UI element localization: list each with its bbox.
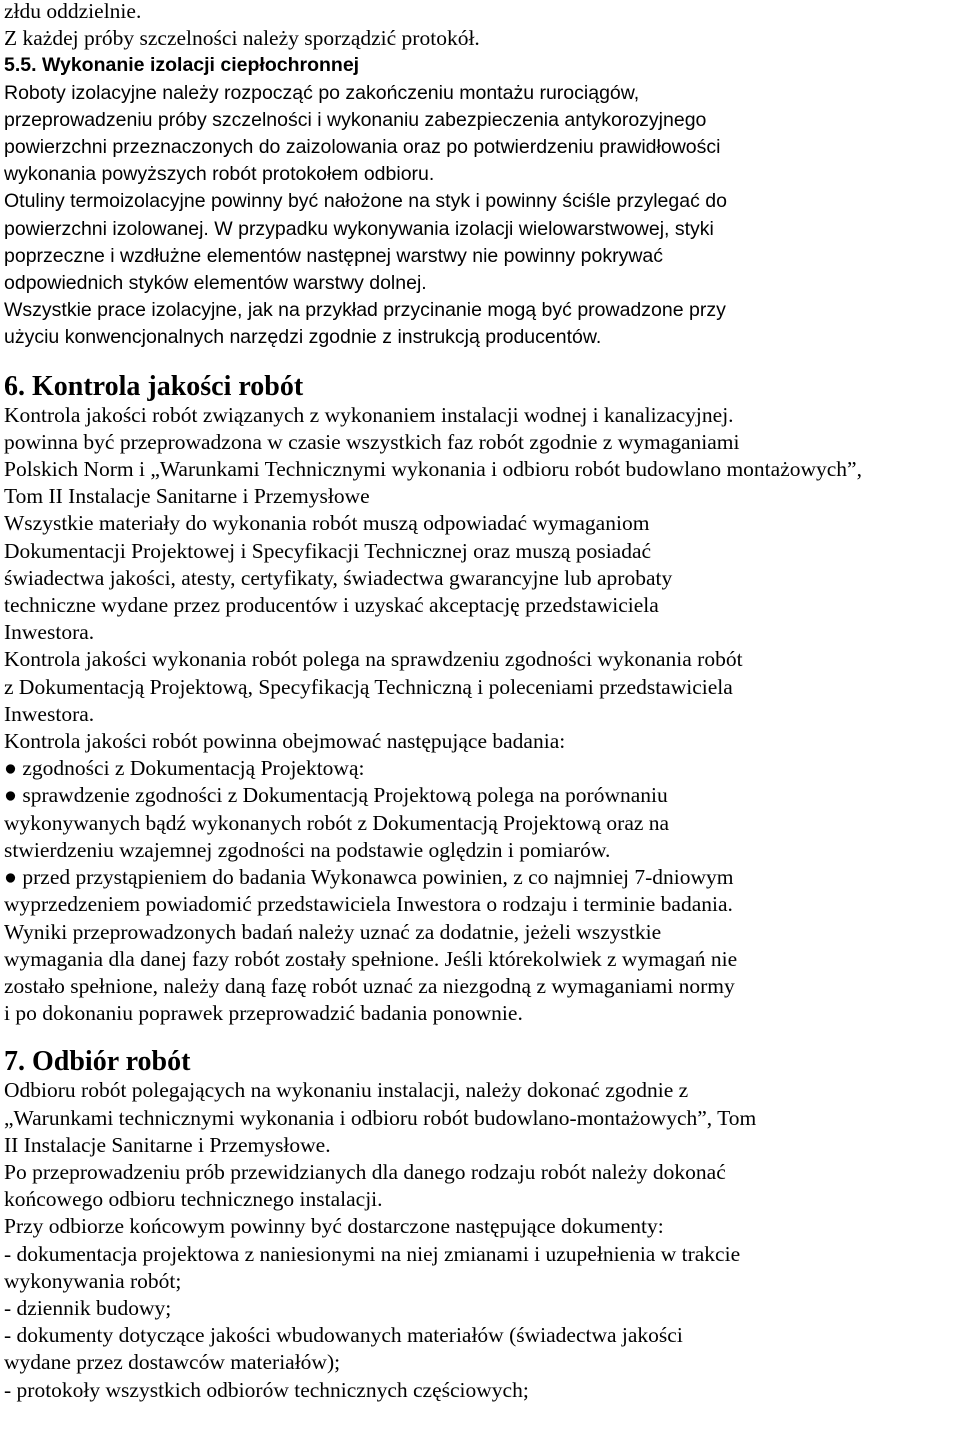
bullet-item: ● zgodności z Dokumentacją Projektową: (4, 756, 365, 781)
list-item: - protokoły wszystkich odbiorów technicznych częściowych; (4, 1377, 529, 1402)
text-line: wymagania dla danej fazy robót zostały spełnione. Jeśli którekolwiek z wymagań nie (4, 946, 738, 971)
text-line: Inwestora. (4, 701, 95, 726)
text-line: wykonywanych bądź wykonanych robót z Dokumentacją Projektową oraz na (4, 810, 670, 835)
text-line: wyprzedzeniem powiadomić przedstawiciela Inwestora o rodzaju i terminie badania. (4, 892, 733, 917)
bullet-item: ● przed przystąpieniem do badania Wykonawca powinien, z co najmniej 7-dniowym (4, 865, 734, 890)
section-7 (4, 1047, 954, 1403)
text-line: II Instalacje Sanitarne i Przemysłowe. (4, 1132, 331, 1157)
text-line: przeprowadzeniu próby szczelności i wykonaniu zabezpieczenia antykorozyjnego (4, 108, 707, 131)
section-6 (4, 372, 954, 1028)
text-line: wydane przez dostawców materiałów); (4, 1350, 341, 1375)
list-item: - dokumentacja projektowa z naniesionymi na niej zmianami i uzupełnienia w trakcie (4, 1241, 741, 1266)
text-line: Kontrola jakości robót związanych z wykonaniem instalacji wodnej i kanalizacyjnej. (4, 402, 734, 427)
text-line: i po dokonaniu poprawek przeprowadzić badania ponownie. (4, 1001, 523, 1026)
text-line: zostało spełnione, należy daną fazę robót uznać za niezgodną z wymaganiami normy (4, 973, 735, 998)
text-line: poprzeczne i wzdłużne elementów następnej warstwy nie powinny pokrywać (4, 244, 664, 267)
text-line: „Warunkami technicznymi wykonania i odbioru robót budowlano-montażowych”, Tom (4, 1105, 757, 1130)
text-line: Odbioru robót polegających na wykonaniu instalacji, należy dokonać zgodnie z (4, 1078, 689, 1103)
list-item: - dziennik budowy; (4, 1295, 172, 1320)
text-line: odpowiednich styków elementów warstwy dolnej. (4, 272, 427, 295)
document-page (4, 0, 954, 1404)
text-line: Polskich Norm i „Warunkami Technicznymi wykonania i odbioru robót budowlano montażowych”, (4, 457, 862, 482)
text-line: z Dokumentacją Projektową, Specyfikacją Techniczną i poleceniami przedstawiciela (4, 674, 733, 699)
text-line: powinna być przeprowadzona w czasie wszystkich faz robót zgodnie z wymaganiami (4, 429, 740, 454)
text-line: wykonywania robót; (4, 1268, 182, 1293)
text-line: Wszystkie prace izolacyjne, jak na przykład przycinanie mogą być prowadzone przy (4, 299, 726, 322)
list-item: - dokumenty dotyczące jakości wbudowanych materiałów (świadectwa jakości (4, 1323, 683, 1348)
text-line: Dokumentacji Projektowej i Specyfikacji Technicznej oraz muszą posiadać (4, 538, 652, 563)
text-line: Wyniki przeprowadzonych badań należy uznać za dodatnie, jeżeli wszystkie (4, 919, 662, 944)
text-line: końcowego odbioru technicznego instalacji. (4, 1187, 383, 1212)
text-line: Kontrola jakości robót powinna obejmować następujące badania: (4, 729, 566, 754)
section-heading: 7. Odbiór robót (4, 1046, 191, 1078)
text-line: użyciu konwencjonalnych narzędzi zgodnie z instrukcją producentów. (4, 326, 602, 349)
text-line: powierzchni izolowanej. W przypadku wykonywania izolacji wielowarstwowej, styki (4, 217, 714, 240)
text-line: świadectwa jakości, atesty, certyfikaty, świadectwa gwarancyjne lub aprobaty (4, 565, 673, 590)
text-line: Z każdej próby szczelności należy sporządzić protokół. (4, 26, 480, 51)
text-line: Inwestora. (4, 620, 95, 645)
text-line: Kontrola jakości wykonania robót polega na sprawdzeniu zgodności wykonania robót (4, 647, 743, 672)
bullet-item: ● sprawdzenie zgodności z Dokumentacją Projektową polega na porównaniu (4, 783, 668, 808)
section-heading: 6. Kontrola jakości robót (4, 370, 304, 402)
section-5-tail (4, 0, 954, 352)
text-line: Wszystkie materiały do wykonania robót muszą odpowiadać wymaganiom (4, 511, 650, 536)
text-line: techniczne wydane przez producentów i uzyskać akceptację przedstawiciela (4, 593, 659, 618)
subsection-heading: 5.5. Wykonanie izolacji ciepłochronnej (4, 54, 360, 77)
text-line: Tom II Instalacje Sanitarne i Przemysłowe (4, 484, 370, 509)
text-line: wykonania powyższych robót protokołem odbioru. (4, 163, 435, 186)
text-line: powierzchni przeznaczonych do zaizolowania oraz po potwierdzeniu prawidłowości (4, 136, 721, 159)
text-line: stwierdzeniu wzajemnej zgodności na podstawie oględzin i pomiarów. (4, 837, 611, 862)
text-line: Po przeprowadzeniu prób przewidzianych dla danego rodzaju robót należy dokonać (4, 1159, 726, 1184)
text-line: Otuliny termoizolacyjne powinny być nałożone na styk i powinny ściśle przylegać do (4, 190, 727, 213)
text-line: Roboty izolacyjne należy rozpocząć po zakończeniu montażu rurociągów, (4, 81, 640, 104)
text-line: Przy odbiorze końcowym powinny być dostarczone następujące dokumenty: (4, 1214, 664, 1239)
text-line: złdu oddzielnie. (4, 0, 142, 23)
